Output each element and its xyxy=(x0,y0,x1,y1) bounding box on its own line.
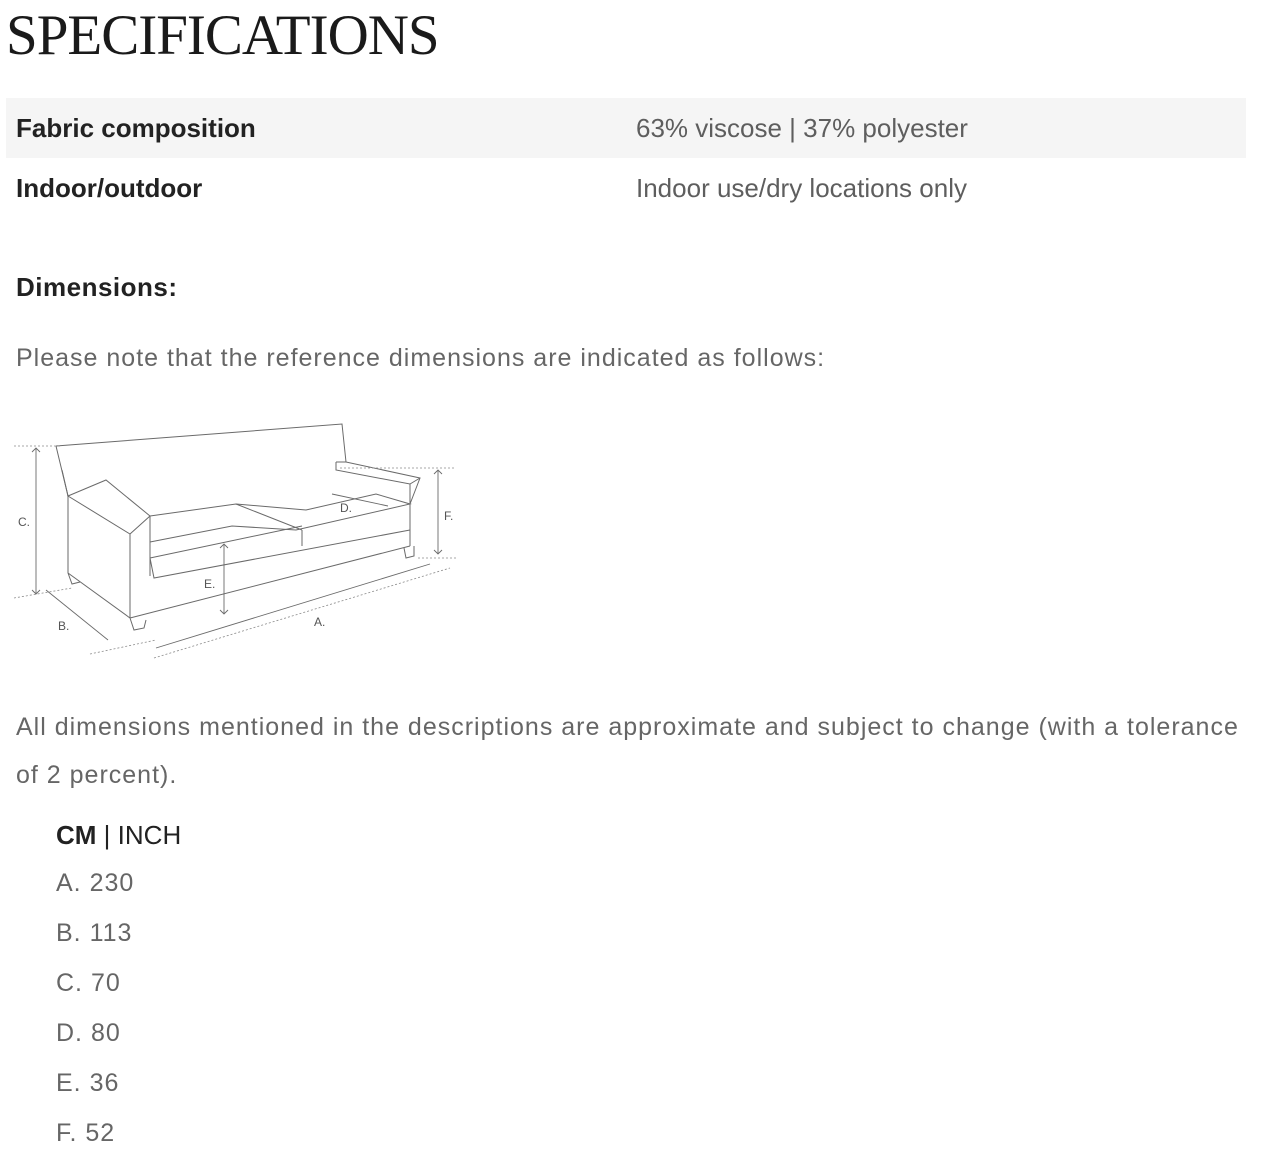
specifications-table xyxy=(6,98,1246,218)
dimension-value-c: C. 70 xyxy=(56,969,121,997)
units-secondary: INCH xyxy=(117,820,182,850)
units-primary: CM xyxy=(56,820,97,850)
page-title: SPECIFICATIONS xyxy=(6,4,439,67)
spec-row-fabric xyxy=(6,98,1246,158)
spec-value: Indoor use/dry locations only xyxy=(636,173,967,203)
dimensions-heading: Dimensions: xyxy=(16,272,178,302)
dimension-value-e: E. 36 xyxy=(56,1069,120,1097)
diagram-label-d: D. xyxy=(340,501,352,515)
dimension-value-a: A. 230 xyxy=(56,869,135,897)
spec-label: Indoor/outdoor xyxy=(16,173,203,203)
units-header xyxy=(56,820,181,851)
diagram-label-c: C. xyxy=(18,515,30,529)
spec-value: 63% viscose | 37% polyester xyxy=(636,113,968,143)
dimensions-disclaimer: All dimensions mentioned in the descriptions are approximate and subject to change (with a tolerance of 2 percent). xyxy=(16,713,1239,789)
dimensions-note: Please note that the reference dimensions are indicated as follows: xyxy=(16,344,826,372)
spec-label: Fabric composition xyxy=(16,113,256,143)
diagram-label-a: A. xyxy=(314,615,326,629)
diagram-label-b: B. xyxy=(58,619,70,633)
dimension-values-list xyxy=(56,860,134,1160)
sofa-dimensions-diagram xyxy=(10,418,460,663)
spec-row-indoor-outdoor xyxy=(6,158,1246,218)
diagram-label-f: F. xyxy=(444,509,454,523)
dimension-value-b: B. 113 xyxy=(56,919,133,947)
units-separator: | xyxy=(103,820,111,850)
diagram-label-e: E. xyxy=(204,577,216,591)
dimension-value-f: F. 52 xyxy=(56,1119,116,1147)
dimension-value-d: D. 80 xyxy=(56,1019,121,1047)
